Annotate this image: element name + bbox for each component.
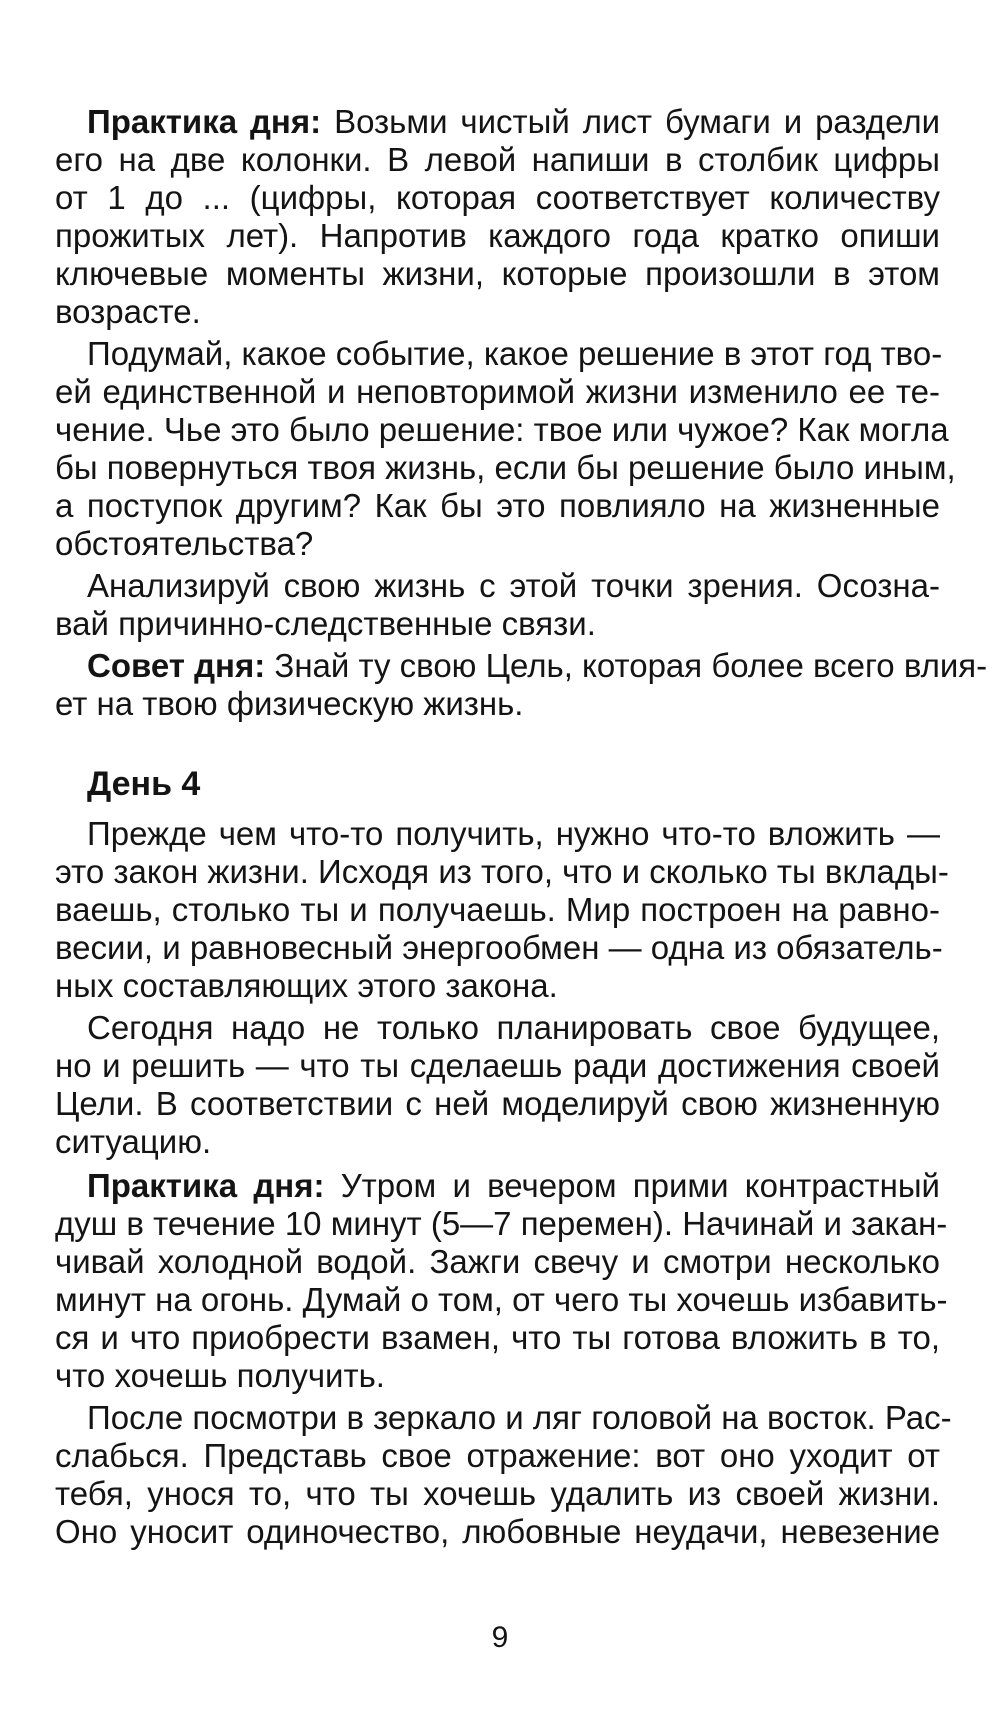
page-number: 9 xyxy=(491,1621,509,1654)
paragraph-1-line-6: возрасте. xyxy=(55,293,201,330)
day-heading: День 4 xyxy=(87,765,201,803)
paragraph-2-line-1: Подумай, какое событие, какое решение в этот год тво- xyxy=(87,335,943,372)
paragraph-6-line-2: но и решить — что ты сделаешь ради достижения своей xyxy=(55,1047,940,1084)
paragraph-5-line-1: Прежде чем что-то получить, нужно что-то вложить — xyxy=(87,815,940,852)
paragraph-6-line-4: ситуацию. xyxy=(55,1123,212,1160)
paragraph-5-line-5: ных составляющих этого закона. xyxy=(55,967,558,1004)
paragraph-2-line-6: обстоятельства? xyxy=(55,525,314,562)
paragraph-7-line-6: что хочешь получить. xyxy=(55,1357,385,1394)
paragraph-8-line-3: тебя, унося то, что ты хочешь удалить из своей жизни. xyxy=(55,1475,940,1512)
paragraph-1-line-4: прожитых лет). Напротив каждого года кратко опиши xyxy=(55,217,940,254)
paragraph-5-line-3: ваешь, столько ты и получаешь. Мир построен на равно- xyxy=(55,891,940,928)
paragraph-4-line-1: Совет дня: Знай ту свою Цель, которая более всего влия- xyxy=(87,647,988,684)
paragraph-3-line-1: Анализируй свою жизнь с этой точки зрения. Осозна- xyxy=(87,567,940,604)
paragraph-2-line-4: бы повернуться твоя жизнь, если бы решение было иным, xyxy=(55,449,956,486)
paragraph-2-line-5: а поступок другим? Как бы это повлияло на жизненные xyxy=(55,487,940,524)
paragraph-7-line-1: Практика дня: Утром и вечером прими контрастный xyxy=(87,1167,940,1204)
paragraph-2-line-3: чение. Чье это было решение: твое или чужое? Как могла xyxy=(55,411,949,448)
paragraph-1-line-2: его на две колонки. В левой напиши в столбик цифры xyxy=(55,141,940,178)
paragraph-3-line-2: вай причинно-следственные связи. xyxy=(55,605,596,642)
paragraph-1-line-5: ключевые моменты жизни, которые произошли в этом xyxy=(55,255,940,292)
paragraph-6-line-1: Сегодня надо не только планировать свое будущее, xyxy=(87,1009,940,1046)
paragraph-7-line-3: чивай холодной водой. Зажги свечу и смотри несколько xyxy=(55,1243,940,1280)
paragraph-7-line-2: душ в течение 10 минут (5—7 перемен). Начинай и закан- xyxy=(55,1205,948,1242)
paragraph-4-line-2: ет на твою физическую жизнь. xyxy=(55,685,524,722)
paragraph-2-line-2: ей единственной и неповторимой жизни изменило ее те- xyxy=(55,373,940,410)
paragraph-5-line-4: весии, и равновесный энергообмен — одна из обязатель- xyxy=(55,929,943,966)
paragraph-1-line-3: от 1 до ... (цифры, которая соответствует количеству xyxy=(55,179,940,216)
practice-label-2: Практика дня: xyxy=(87,1167,325,1204)
paragraph-1-line-1: Практика дня: Возьми чистый лист бумаги и раздели xyxy=(87,103,941,140)
paragraph-7-line-5: ся и что приобрести взамен, что ты готова вложить в то, xyxy=(55,1319,940,1356)
paragraph-7-line-4: минут на огонь. Думай о том, от чего ты хочешь избавить- xyxy=(55,1281,948,1318)
paragraph-8-line-1: После посмотри в зеркало и ляг головой на восток. Рас- xyxy=(87,1399,952,1436)
paragraph-8-line-4: Оно уносит одиночество, любовные неудачи, невезение xyxy=(55,1513,940,1550)
advice-label: Совет дня: xyxy=(87,647,266,684)
paragraph-8-line-2: слабься. Представь свое отражение: вот оно уходит от xyxy=(55,1437,940,1474)
practice-label: Практика дня: xyxy=(87,103,322,140)
paragraph-5-line-2: это закон жизни. Исходя из того, что и сколько ты вклады- xyxy=(55,853,949,890)
paragraph-6-line-3: Цели. В соответствии с ней моделируй свою жизненную xyxy=(55,1085,940,1122)
